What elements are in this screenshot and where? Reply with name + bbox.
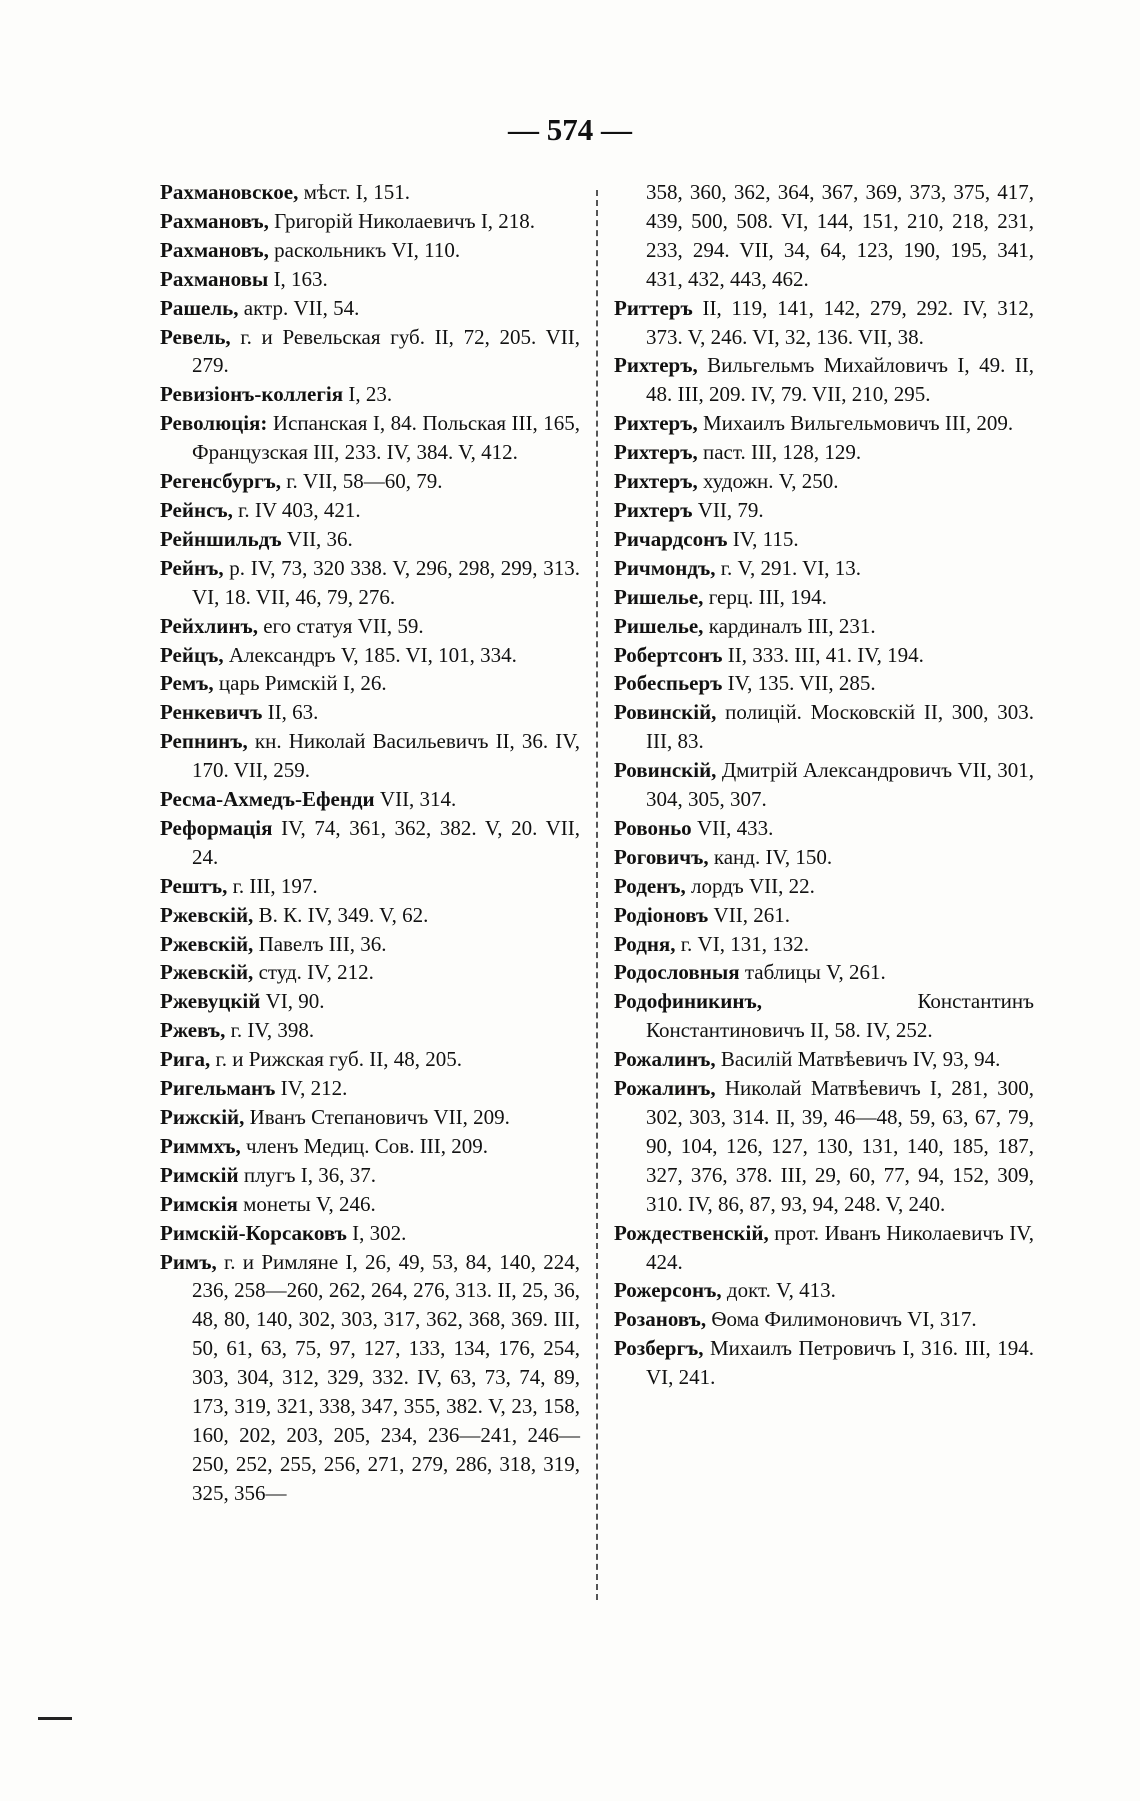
entry-references: студ. IV, 212.	[253, 960, 374, 985]
entry-references: членъ Медиц. Сов. III, 209.	[240, 1133, 488, 1158]
page-number: — 574 —	[508, 112, 632, 147]
entry-heading: Ришелье,	[614, 613, 704, 638]
entry-references: Николай Матвѣевичъ I, 281, 300, 302, 303, 314. II, 39, 46—48, 59, 63, 67, 79, 90, 104, 126, 127, 130, 131, 140, 185, 187, 327, 376, 378. III, 29, 60, 77, 94, 152, 309, 310. IV, 86, 87, 93, 94, 248. V, 240.	[646, 1076, 1034, 1216]
index-entry	[614, 1305, 1034, 1334]
entry-heading: Роденъ,	[614, 873, 686, 898]
entry-references: паст. III, 128, 129.	[697, 440, 862, 465]
entry-references: II, 63.	[262, 700, 319, 725]
entry-references: Григорій Николаевичъ I, 218.	[268, 208, 536, 233]
entry-references: г. и Ревельская губ. II, 72, 205. VII, 279.	[192, 324, 580, 378]
entry-references: г. и Римляне I, 26, 49, 53, 84, 140, 224, 236, 258—260, 262, 264, 276, 313. II, 25, 36, 48, 80, 140, 302, 303, 317, 362, 368, 369. III, 50, 61, 63, 75, 97, 127, 133, 134, 176, 254, 303, 304, 312, 329, 332. IV, 63, 73, 74, 89, 173, 319, 321, 338, 347, 355, 382. V, 23, 158, 160, 202, 203, 205, 234, 236—241, 246—250, 252, 255, 256, 271, 279, 286, 318, 319, 325, 356—	[192, 1249, 580, 1505]
entry-references: Ѳома Филимоновичъ VI, 317.	[706, 1307, 977, 1332]
entry-references: II, 119, 141, 142, 279, 292. IV, 312, 373. V, 246. VI, 32, 136. VII, 38.	[646, 295, 1034, 349]
entry-references: Испанская I, 84. Польская III, 165, Французская III, 233. IV, 384. V, 412.	[192, 411, 580, 465]
index-entry	[160, 467, 580, 496]
entry-heading: Рахмановъ,	[160, 237, 269, 262]
entry-heading: Рахмановское,	[160, 180, 299, 204]
entry-heading: Ржевъ,	[160, 1018, 226, 1043]
entry-heading: Рихтеръ,	[614, 469, 698, 494]
entry-heading: Рихтеръ,	[614, 440, 698, 465]
entry-heading: Рейцъ,	[160, 642, 224, 667]
index-entry	[160, 294, 580, 323]
index-entry	[160, 1161, 580, 1190]
entry-references: VII, 261.	[708, 902, 790, 927]
index-entry	[160, 987, 580, 1016]
entry-references: 358, 360, 362, 364, 367, 369, 373, 375, 417, 439, 500, 508. VI, 144, 151, 210, 218, 231, 233, 294. VII, 34, 64, 123, 190, 195, 341, 431, 432, 443, 462.	[646, 180, 1034, 291]
entry-references: VII, 79.	[692, 497, 764, 522]
entry-heading: Розбергъ,	[614, 1336, 704, 1361]
index-entry	[160, 872, 580, 901]
index-entry	[614, 467, 1034, 496]
entry-references: царь Римскій I, 26.	[213, 671, 387, 696]
entry-heading: Розановъ,	[614, 1307, 707, 1332]
entry-references: Михаилъ Вильгельмовичъ III, 209.	[697, 411, 1014, 436]
index-entry	[614, 958, 1034, 987]
entry-references: I, 163.	[268, 266, 328, 291]
entry-heading: Ровинскій,	[614, 700, 717, 725]
entry-references: Василій Матвѣевичъ IV, 93, 94.	[715, 1047, 1001, 1072]
entry-references: г. IV, 398.	[225, 1018, 315, 1043]
index-entry	[614, 814, 1034, 843]
index-entry	[160, 1103, 580, 1132]
entry-heading: Рига,	[160, 1047, 211, 1072]
entry-heading: Ричмондъ,	[614, 555, 716, 580]
index-entry	[160, 1190, 580, 1219]
entry-references: Вильгельмъ Михайловичъ I, 49. II, 48. III, 209. IV, 79. VII, 210, 295.	[646, 353, 1034, 407]
entry-heading: Рейншильдъ	[160, 526, 282, 551]
entry-references: раскольникъ VI, 110.	[268, 237, 461, 262]
entry-heading: Ржевуцкій	[160, 989, 261, 1014]
entry-heading: Робертсонъ	[614, 642, 723, 667]
entry-heading: Рейхлинъ,	[160, 613, 258, 638]
entry-heading: Рихтеръ,	[614, 411, 698, 436]
entry-heading: Роговичъ,	[614, 844, 709, 869]
index-entry	[160, 641, 580, 670]
entry-heading: Ремъ,	[160, 671, 214, 696]
index-entry	[614, 987, 1034, 1045]
entry-heading: Ресма-Ахмедъ-Ефенди	[160, 787, 375, 812]
entry-heading: Рахмановъ,	[160, 208, 269, 233]
entry-heading: Ришелье,	[614, 584, 704, 609]
index-entry	[614, 525, 1034, 554]
entry-references: полицій. Московскій II, 300, 303. III, 83.	[646, 700, 1034, 754]
entry-references: VI, 90.	[260, 989, 325, 1014]
index-entry	[614, 901, 1034, 930]
index-entry	[614, 872, 1034, 901]
index-entry	[614, 1276, 1034, 1305]
entry-heading: Ричардсонъ	[614, 526, 728, 551]
entry-heading: Рожалинъ,	[614, 1076, 716, 1101]
entry-heading: Рашель,	[160, 295, 239, 320]
entry-heading: Рожалинъ,	[614, 1047, 716, 1072]
entry-references: актр. VII, 54.	[238, 295, 360, 320]
entry-references: IV, 135. VII, 285.	[722, 671, 876, 696]
column-divider	[596, 190, 598, 1600]
left-column	[160, 178, 580, 1508]
index-entry	[614, 756, 1034, 814]
entry-heading: Рештъ,	[160, 873, 228, 898]
entry-references: плугъ I, 36, 37.	[238, 1162, 377, 1187]
entry-heading: Римъ,	[160, 1249, 217, 1274]
entry-references: герц. III, 194.	[703, 584, 827, 609]
index-entry	[614, 496, 1034, 525]
entry-heading: Ревизіонъ-коллегія	[160, 382, 344, 407]
index-entry	[160, 1219, 580, 1248]
index-entry	[160, 525, 580, 554]
entry-references: Михаилъ Петровичъ I, 316. III, 194. VI, 241.	[646, 1336, 1034, 1390]
entry-references: Иванъ Степановичъ VII, 209.	[244, 1105, 510, 1129]
entry-references: IV, 74, 361, 362, 382. V, 20. VII, 24.	[192, 815, 580, 869]
entry-heading: Репнинъ,	[160, 729, 248, 754]
entry-references: г. VII, 58—60, 79.	[281, 469, 443, 494]
entry-heading: Робеспьеръ	[614, 671, 723, 696]
entry-references: канд. IV, 150.	[708, 844, 833, 869]
entry-references: I, 23.	[343, 382, 393, 407]
index-entry	[160, 669, 580, 698]
index-entry	[160, 727, 580, 785]
entry-heading: Рахмановы	[160, 266, 269, 291]
entry-heading: Ровинскій,	[614, 758, 717, 783]
index-entry	[160, 265, 580, 294]
entry-references: г. III, 197.	[227, 873, 318, 898]
index-entry	[160, 698, 580, 727]
index-entry	[160, 236, 580, 265]
entry-heading: Римскій	[160, 1162, 239, 1187]
entry-heading: Революція:	[160, 411, 268, 436]
entry-references: мѣст. I, 151.	[298, 180, 410, 204]
index-entry	[160, 612, 580, 641]
entry-heading: Рейнъ,	[160, 555, 224, 580]
entry-references: Александръ V, 185. VI, 101, 334.	[223, 642, 517, 667]
entry-references: В. К. IV, 349. V, 62.	[253, 902, 429, 927]
entry-references: кардиналъ III, 231.	[703, 613, 876, 638]
entry-heading: Ржевскій,	[160, 902, 254, 927]
entry-references: Константинъ Константиновичъ II, 58. IV, 252.	[646, 989, 1034, 1043]
entry-heading: Римскій-Корсаковъ	[160, 1220, 347, 1245]
entry-references: г. V, 291. VI, 13.	[715, 555, 861, 580]
index-entry	[160, 1016, 580, 1045]
entry-references: г. IV 403, 421.	[232, 497, 361, 522]
index-entry	[614, 1334, 1034, 1392]
index-entry	[160, 323, 580, 381]
entry-references: Дмитрій Александровичъ VII, 301, 304, 305, 307.	[646, 758, 1034, 812]
entry-references: II, 333. III, 41. IV, 194.	[722, 642, 924, 667]
entry-references: IV, 115.	[727, 526, 799, 551]
index-entry	[614, 930, 1034, 959]
index-entry	[614, 1045, 1034, 1074]
entry-references: г. VI, 131, 132.	[675, 931, 809, 956]
entry-references: кн. Николай Васильевичъ II, 36. IV, 170. VII, 259.	[192, 729, 580, 783]
index-entry	[614, 843, 1034, 872]
entry-heading: Ригельманъ	[160, 1076, 276, 1101]
entry-references: его статуя VII, 59.	[257, 613, 424, 638]
entry-heading: Реформація	[160, 815, 273, 840]
index-entry	[160, 409, 580, 467]
entry-references: лордъ VII, 22.	[685, 873, 815, 898]
entry-heading: Риммхъ,	[160, 1133, 241, 1158]
index-entry	[160, 901, 580, 930]
index-entry	[160, 207, 580, 236]
entry-references: I, 302.	[346, 1220, 407, 1245]
index-entry	[614, 669, 1034, 698]
entry-references: IV, 212.	[275, 1076, 348, 1101]
index-entry	[160, 930, 580, 959]
entry-heading: Родофиникинъ,	[614, 989, 762, 1014]
entry-heading: Рижскій,	[160, 1105, 245, 1129]
entry-references: VII, 433.	[691, 815, 774, 840]
entry-heading: Родіоновъ	[614, 902, 709, 927]
entry-heading: Ржевскій,	[160, 960, 254, 985]
index-entry	[160, 380, 580, 409]
index-entry	[614, 351, 1034, 409]
entry-heading: Рейнсъ,	[160, 497, 233, 522]
index-entry	[614, 1074, 1034, 1219]
entry-heading: Родня,	[614, 931, 676, 956]
index-entry	[160, 1132, 580, 1161]
entry-heading: Риттеръ	[614, 295, 693, 320]
index-entry	[160, 958, 580, 987]
entry-references: таблицы V, 261.	[739, 960, 886, 985]
entry-heading: Ровоньо	[614, 815, 692, 840]
index-entry	[614, 554, 1034, 583]
index-entry	[614, 612, 1034, 641]
entry-heading: Родословныя	[614, 960, 740, 985]
entry-heading: Ревель,	[160, 324, 231, 349]
entry-references: VII, 314.	[374, 787, 457, 812]
entry-heading: Рожерсонъ,	[614, 1278, 722, 1303]
index-entry	[160, 554, 580, 612]
index-entry	[160, 178, 580, 207]
index-entry	[160, 496, 580, 525]
entry-heading: Рихтеръ,	[614, 353, 698, 378]
entry-heading: Ренкевичъ	[160, 700, 263, 725]
entry-heading: Регенсбургъ,	[160, 469, 282, 494]
index-entry	[614, 641, 1034, 670]
margin-mark	[38, 1717, 72, 1720]
index-entry	[614, 438, 1034, 467]
entry-references: докт. V, 413.	[721, 1278, 836, 1303]
index-entry	[160, 1074, 580, 1103]
index-entry	[614, 409, 1034, 438]
index-entry	[160, 1045, 580, 1074]
index-entry	[614, 583, 1034, 612]
entry-heading: Рождественскій,	[614, 1220, 769, 1245]
index-entry	[614, 178, 1034, 294]
index-entry	[614, 698, 1034, 756]
entry-heading: Рихтеръ	[614, 497, 693, 522]
index-entry	[160, 814, 580, 872]
entry-references: г. и Рижская губ. II, 48, 205.	[210, 1047, 462, 1072]
index-entry	[160, 785, 580, 814]
entry-heading: Римскія	[160, 1191, 238, 1216]
entry-references: прот. Иванъ Николаевичъ IV, 424.	[646, 1220, 1034, 1274]
index-entry	[614, 294, 1034, 352]
entry-references: Павелъ III, 36.	[253, 931, 387, 956]
entry-references: монеты V, 246.	[237, 1191, 376, 1216]
entry-heading: Ржевскій,	[160, 931, 254, 956]
index-entry	[160, 1248, 580, 1508]
right-column	[614, 178, 1034, 1392]
entry-references: р. IV, 73, 320 338. V, 296, 298, 299, 313. VI, 18. VII, 46, 79, 276.	[192, 555, 580, 609]
index-entry	[614, 1219, 1034, 1277]
entry-references: VII, 36.	[281, 526, 353, 551]
entry-references: художн. V, 250.	[697, 469, 839, 494]
